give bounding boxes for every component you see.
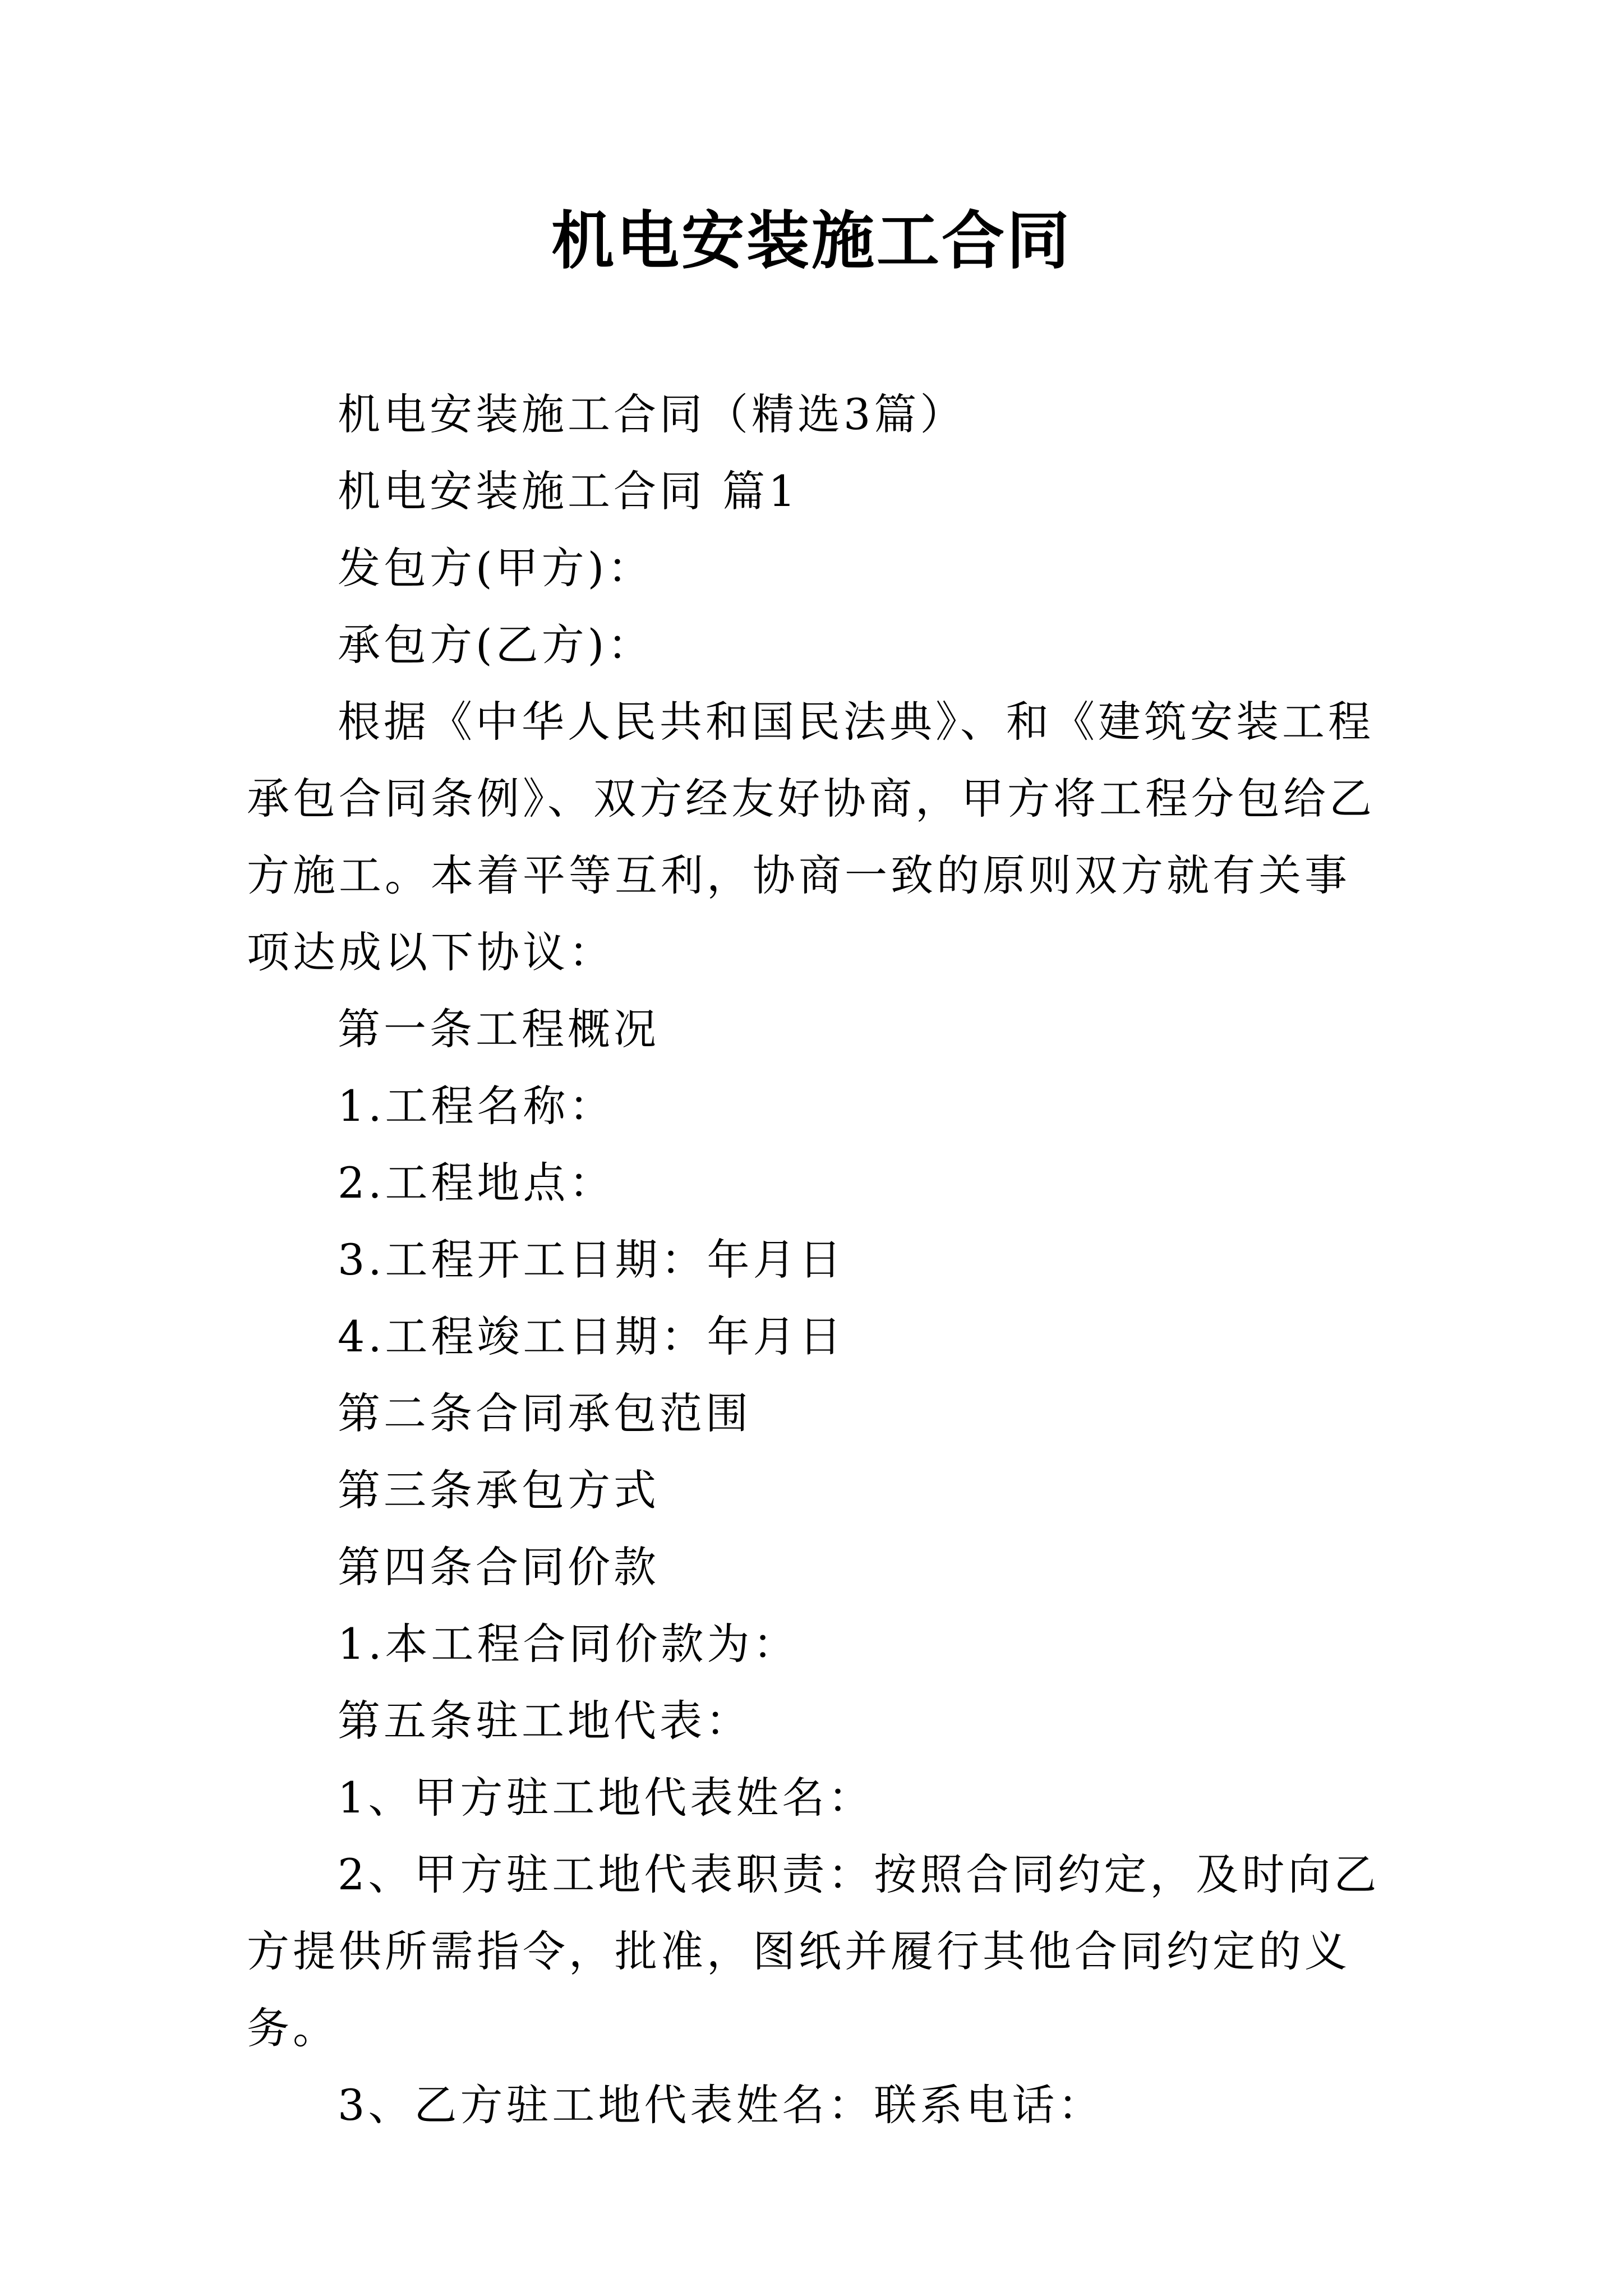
paragraph-article-2: 第二条合同承包范围: [338, 1388, 751, 1438]
paragraph-part-heading: 机电安装施工合同 篇1: [338, 466, 799, 516]
document-body: [247, 376, 1388, 2143]
paragraph-article-5: 第五条驻工地代表：: [338, 1696, 751, 1746]
paragraph-project-name: 1.工程名称：: [338, 1081, 615, 1131]
paragraph-preamble: 根据《中华人民共和国民法典》、和《建筑安装工程承包合同条例》、双方经友好协商，甲方将工程分包给乙方施工。本着平等互利，协商一致的原则双方就有关事项达成以下协议：: [247, 697, 1375, 977]
paragraph-contract-price: 1.本工程合同价款为：: [338, 1619, 799, 1669]
paragraph-article-3: 第三条承包方式: [338, 1465, 660, 1515]
paragraph-party-b-rep-name: 3、乙方驻工地代表姓名：联系电话：: [338, 2080, 1104, 2130]
paragraph-completion-date: 4.工程竣工日期：年月日: [338, 1312, 845, 1361]
document-title: 机电安装施工合同: [551, 204, 1072, 278]
paragraph-party-a-rep-name: 1、甲方驻工地代表姓名：: [338, 1773, 874, 1823]
paragraph-article-1: 第一条工程概况: [338, 1004, 660, 1054]
paragraph-party-b: 承包方(乙方)：: [338, 620, 654, 670]
paragraph-article-4: 第四条合同价款: [338, 1542, 660, 1592]
paragraph-start-date: 3.工程开工日期：年月日: [338, 1235, 845, 1285]
paragraph-project-location: 2.工程地点：: [338, 1158, 615, 1208]
paragraph-party-a: 发包方(甲方)：: [338, 543, 654, 593]
paragraph-collection-title: 机电安装施工合同（精选3篇）: [338, 389, 966, 439]
paragraph-party-a-rep-duties: 2、甲方驻工地代表职责：按照合同约定，及时向乙方提供所需指令，批准，图纸并履行其他合同约定的义务。: [247, 1849, 1380, 2053]
